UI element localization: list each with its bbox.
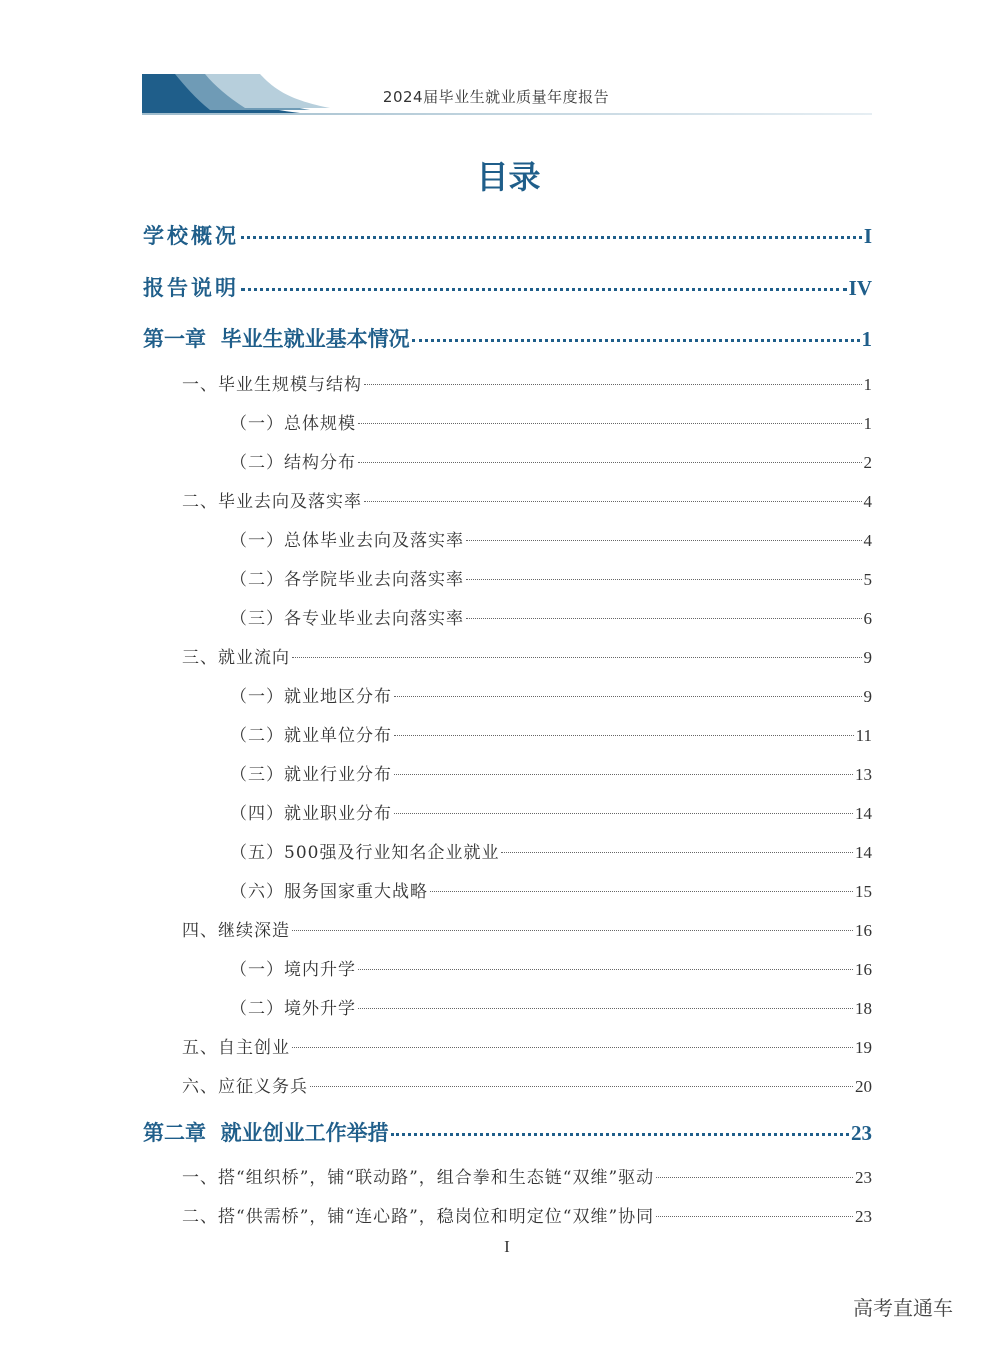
dot-leader <box>466 601 862 619</box>
toc-entry-title: （一）境内升学 <box>230 960 356 980</box>
toc-entry-title: 二、毕业去向及落实率 <box>182 492 362 512</box>
toc-entry-page: 13 <box>855 765 872 784</box>
dot-leader <box>394 796 853 814</box>
toc-entry-subsection[interactable] <box>230 565 872 590</box>
toc-entry-page: 4 <box>863 492 872 511</box>
dot-leader <box>656 1199 853 1217</box>
toc-entry-report-notes[interactable] <box>143 271 872 302</box>
header-wave-decoration <box>0 0 992 130</box>
toc-entry-page: 1 <box>863 414 872 433</box>
toc-entry-title: （二）就业单位分布 <box>230 726 392 746</box>
toc-entry-subsection[interactable] <box>230 994 872 1019</box>
dot-leader <box>364 367 862 385</box>
dot-leader <box>391 1112 849 1136</box>
toc-entry-page: 19 <box>855 1038 872 1057</box>
toc-entry-page: 20 <box>855 1077 872 1096</box>
toc-entry-section[interactable] <box>182 370 872 395</box>
toc-entry-page: 4 <box>863 531 872 550</box>
toc-entry-title: （六）服务国家重大战略 <box>230 882 428 902</box>
toc-entry-subsection[interactable] <box>230 448 872 473</box>
dot-leader <box>241 267 847 291</box>
toc-entry-subsection[interactable] <box>230 760 872 785</box>
dot-leader <box>364 484 862 502</box>
toc-entry-title: （三）各专业毕业去向落实率 <box>230 609 464 629</box>
dot-leader <box>358 991 853 1009</box>
toc-entry-page: 15 <box>855 882 872 901</box>
toc-entry-page: 23 <box>855 1168 872 1187</box>
toc-entry-page: IV <box>848 276 872 300</box>
toc-entry-section[interactable] <box>182 1163 872 1188</box>
toc-entry-title: （二）结构分布 <box>230 453 356 473</box>
toc-entry-title: （一）总体毕业去向及落实率 <box>230 531 464 551</box>
page-header <box>0 0 992 130</box>
toc-entry-school-overview[interactable] <box>143 219 872 250</box>
toc-entry-subsection[interactable] <box>230 682 872 707</box>
toc-entry-page: 14 <box>855 804 872 823</box>
toc-entry-subsection[interactable] <box>230 838 872 863</box>
toc-entry-title: （五）500强及行业知名企业就业 <box>230 843 500 863</box>
dot-leader <box>412 318 860 342</box>
toc-entry-title: （一）就业地区分布 <box>230 687 392 707</box>
toc-entry-page: 23 <box>851 1121 872 1145</box>
toc-entry-page: 16 <box>855 960 872 979</box>
dot-leader <box>292 640 862 658</box>
dot-leader <box>394 718 854 736</box>
toc-title: 目录 <box>476 158 541 196</box>
toc-entry-title: 一、毕业生规模与结构 <box>182 375 362 395</box>
dot-leader <box>310 1069 853 1087</box>
toc-entry-title: 四、继续深造 <box>182 921 290 941</box>
toc-entry-page: 11 <box>855 726 872 745</box>
toc-entry-section[interactable] <box>182 1033 872 1058</box>
toc-entry-title: 三、就业流向 <box>182 648 290 668</box>
toc-entry-subsection[interactable] <box>230 955 872 980</box>
toc-entry-page: 9 <box>863 687 872 706</box>
toc-entry-chapter-2[interactable] <box>143 1116 872 1147</box>
toc-entry-title: 二、搭“供需桥”，铺“连心路”，稳岗位和明定位“双维”协同 <box>182 1207 655 1227</box>
toc-entry-page: 16 <box>855 921 872 940</box>
dot-leader <box>358 406 862 424</box>
toc-entry-subsection[interactable] <box>230 721 872 746</box>
watermark: 高考直通车 <box>853 1296 953 1320</box>
dot-leader <box>466 523 862 541</box>
dot-leader <box>358 445 862 463</box>
toc-entry-page: 14 <box>855 843 872 862</box>
toc-entry-subsection[interactable] <box>230 877 872 902</box>
toc-entry-subsection[interactable] <box>230 799 872 824</box>
dot-leader <box>394 679 862 697</box>
toc-entry-section[interactable] <box>182 1202 872 1227</box>
toc-entry-page: 5 <box>863 570 872 589</box>
toc-entry-page: 9 <box>863 648 872 667</box>
page-number: I <box>504 1237 510 1256</box>
toc-entry-section[interactable] <box>182 1072 872 1097</box>
dot-leader <box>292 913 853 931</box>
dot-leader <box>292 1030 853 1048</box>
toc-entry-chapter-1[interactable] <box>143 322 872 353</box>
toc-entry-title: （三）就业行业分布 <box>230 765 392 785</box>
dot-leader <box>656 1160 853 1178</box>
toc-entry-page: 2 <box>863 453 872 472</box>
toc-entry-page: 1 <box>863 375 872 394</box>
toc-entry-section[interactable] <box>182 487 872 512</box>
toc-entry-section[interactable] <box>182 916 872 941</box>
toc-entry-page: 23 <box>855 1207 872 1226</box>
toc-entry-page: 6 <box>863 609 872 628</box>
toc-entry-title: 第一章 毕业生就业基本情况 <box>143 327 410 351</box>
toc-entry-title: 五、自主创业 <box>182 1038 290 1058</box>
toc-entry-page: I <box>863 224 872 248</box>
toc-entry-subsection[interactable] <box>230 409 872 434</box>
toc-entry-title: （一）总体规模 <box>230 414 356 434</box>
dot-leader <box>358 952 853 970</box>
toc-entry-title: （四）就业职业分布 <box>230 804 392 824</box>
toc-entry-subsection[interactable] <box>230 526 872 551</box>
toc-entry-page: 18 <box>855 999 872 1018</box>
toc-entry-section[interactable] <box>182 643 872 668</box>
dot-leader <box>501 835 853 853</box>
toc-entry-title: 报告说明 <box>143 276 239 300</box>
dot-leader <box>466 562 862 580</box>
toc-entry-title: 学校概况 <box>143 224 239 248</box>
dot-leader <box>241 215 862 239</box>
toc-entry-title: （二）境外升学 <box>230 999 356 1019</box>
toc-entry-title: 第二章 就业创业工作举措 <box>143 1121 389 1145</box>
toc-entry-title: （二）各学院毕业去向落实率 <box>230 570 464 590</box>
toc-entry-title: 六、应征义务兵 <box>182 1077 308 1097</box>
dot-leader <box>394 757 853 775</box>
header-title: 2024届毕业生就业质量年度报告 <box>382 88 610 106</box>
toc-entry-page: 1 <box>861 327 872 351</box>
toc-entry-title: 一、搭“组织桥”，铺“联动路”，组合拳和生态链“双维”驱动 <box>182 1168 655 1188</box>
toc-entry-subsection[interactable] <box>230 604 872 629</box>
dot-leader <box>430 874 853 892</box>
